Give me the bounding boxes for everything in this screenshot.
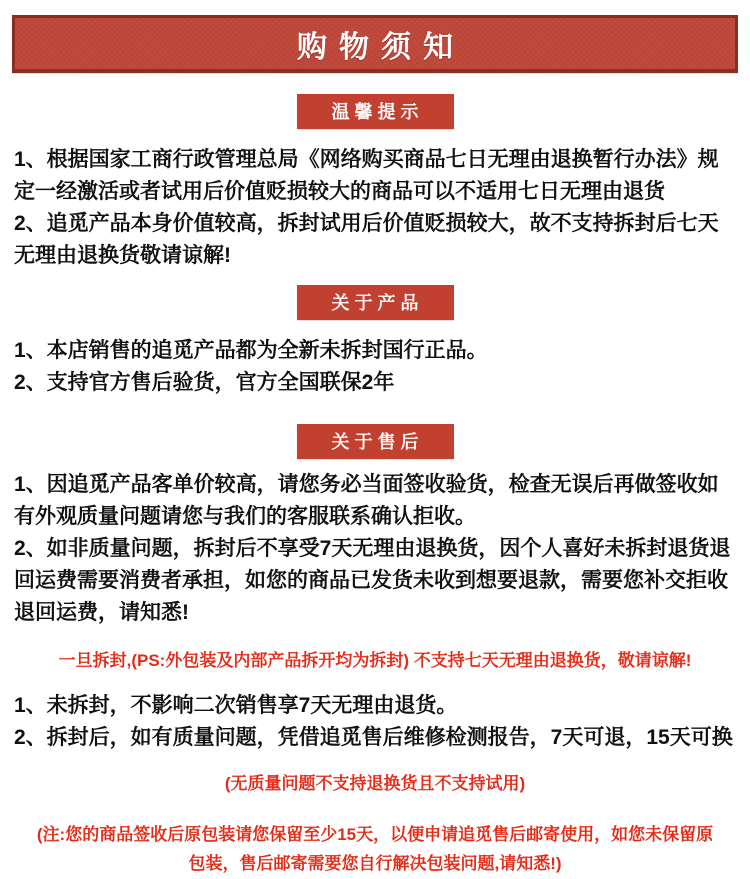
return-policy-paragraphs [14,690,736,754]
notice-item: 1、本店销售的追觅产品都为全新未拆封国行正品。 [14,338,488,362]
section-warm-tips-header [0,94,750,129]
warm-tips-badge: 温馨提示 [297,94,454,129]
notice-item: 2、如非质量问题，拆封后不享受7天无理由退换货，因个人喜好未拆封退货退回运费需要消费者承担，如您的商品已发货未收到想要退款，需要您补交拒收退回运费，请知悉! [14,537,731,625]
about-product-paragraphs [14,335,736,399]
notice-item: 2、拆封后，如有质量问题，凭借追觅售后维修检测报告，7天可退，15天可换 [14,725,733,749]
after-sales-badge: 关于售后 [297,424,454,459]
notice-item: 1、未拆封，不影响二次销售享7天无理由退货。 [14,693,458,717]
no-trial-note-text: (无质量问题不支持退换货且不支持试用) [224,773,526,793]
warm-tips-paragraphs [14,144,736,272]
shopping-notice-banner [12,15,738,73]
section-after-sales-header [0,424,750,459]
about-product-badge: 关于产品 [297,285,454,320]
page-title: 购物须知 [297,30,465,64]
packaging-footnote-text: (注:您的商品签收后原包装请您保留至少15天，以便申请追觅售后邮寄使用，如您未保留原包装，售后邮寄需要您自行解决包装问题,请知悉!) [36,824,714,874]
unsealed-warning-text: 一旦拆封,(PS:外包装及内部产品拆开均为拆封) 不支持七天无理由退换货，敬请谅解! [58,650,692,670]
after-sales-paragraphs [14,469,736,629]
notice-item: 2、追觅产品本身价值较高，拆封试用后价值贬损较大，故不支持拆封后七天无理由退换货敬请谅解! [14,211,719,267]
notice-item: 1、因追觅产品客单价较高，请您务必当面签收验货，检查无误后再做签收如有外观质量问题请您与我们的客服联系确认拒收。 [14,473,719,529]
section-about-product-header [0,285,750,320]
notice-item: 1、根据国家工商行政管理总局《网络购买商品七日无理由退换暂行办法》规定一经激活或者试用后价值贬损较大的商品可以不适用七日无理由退货 [14,148,719,203]
notice-item: 2、支持官方售后验货，官方全国联保2年 [14,370,395,394]
